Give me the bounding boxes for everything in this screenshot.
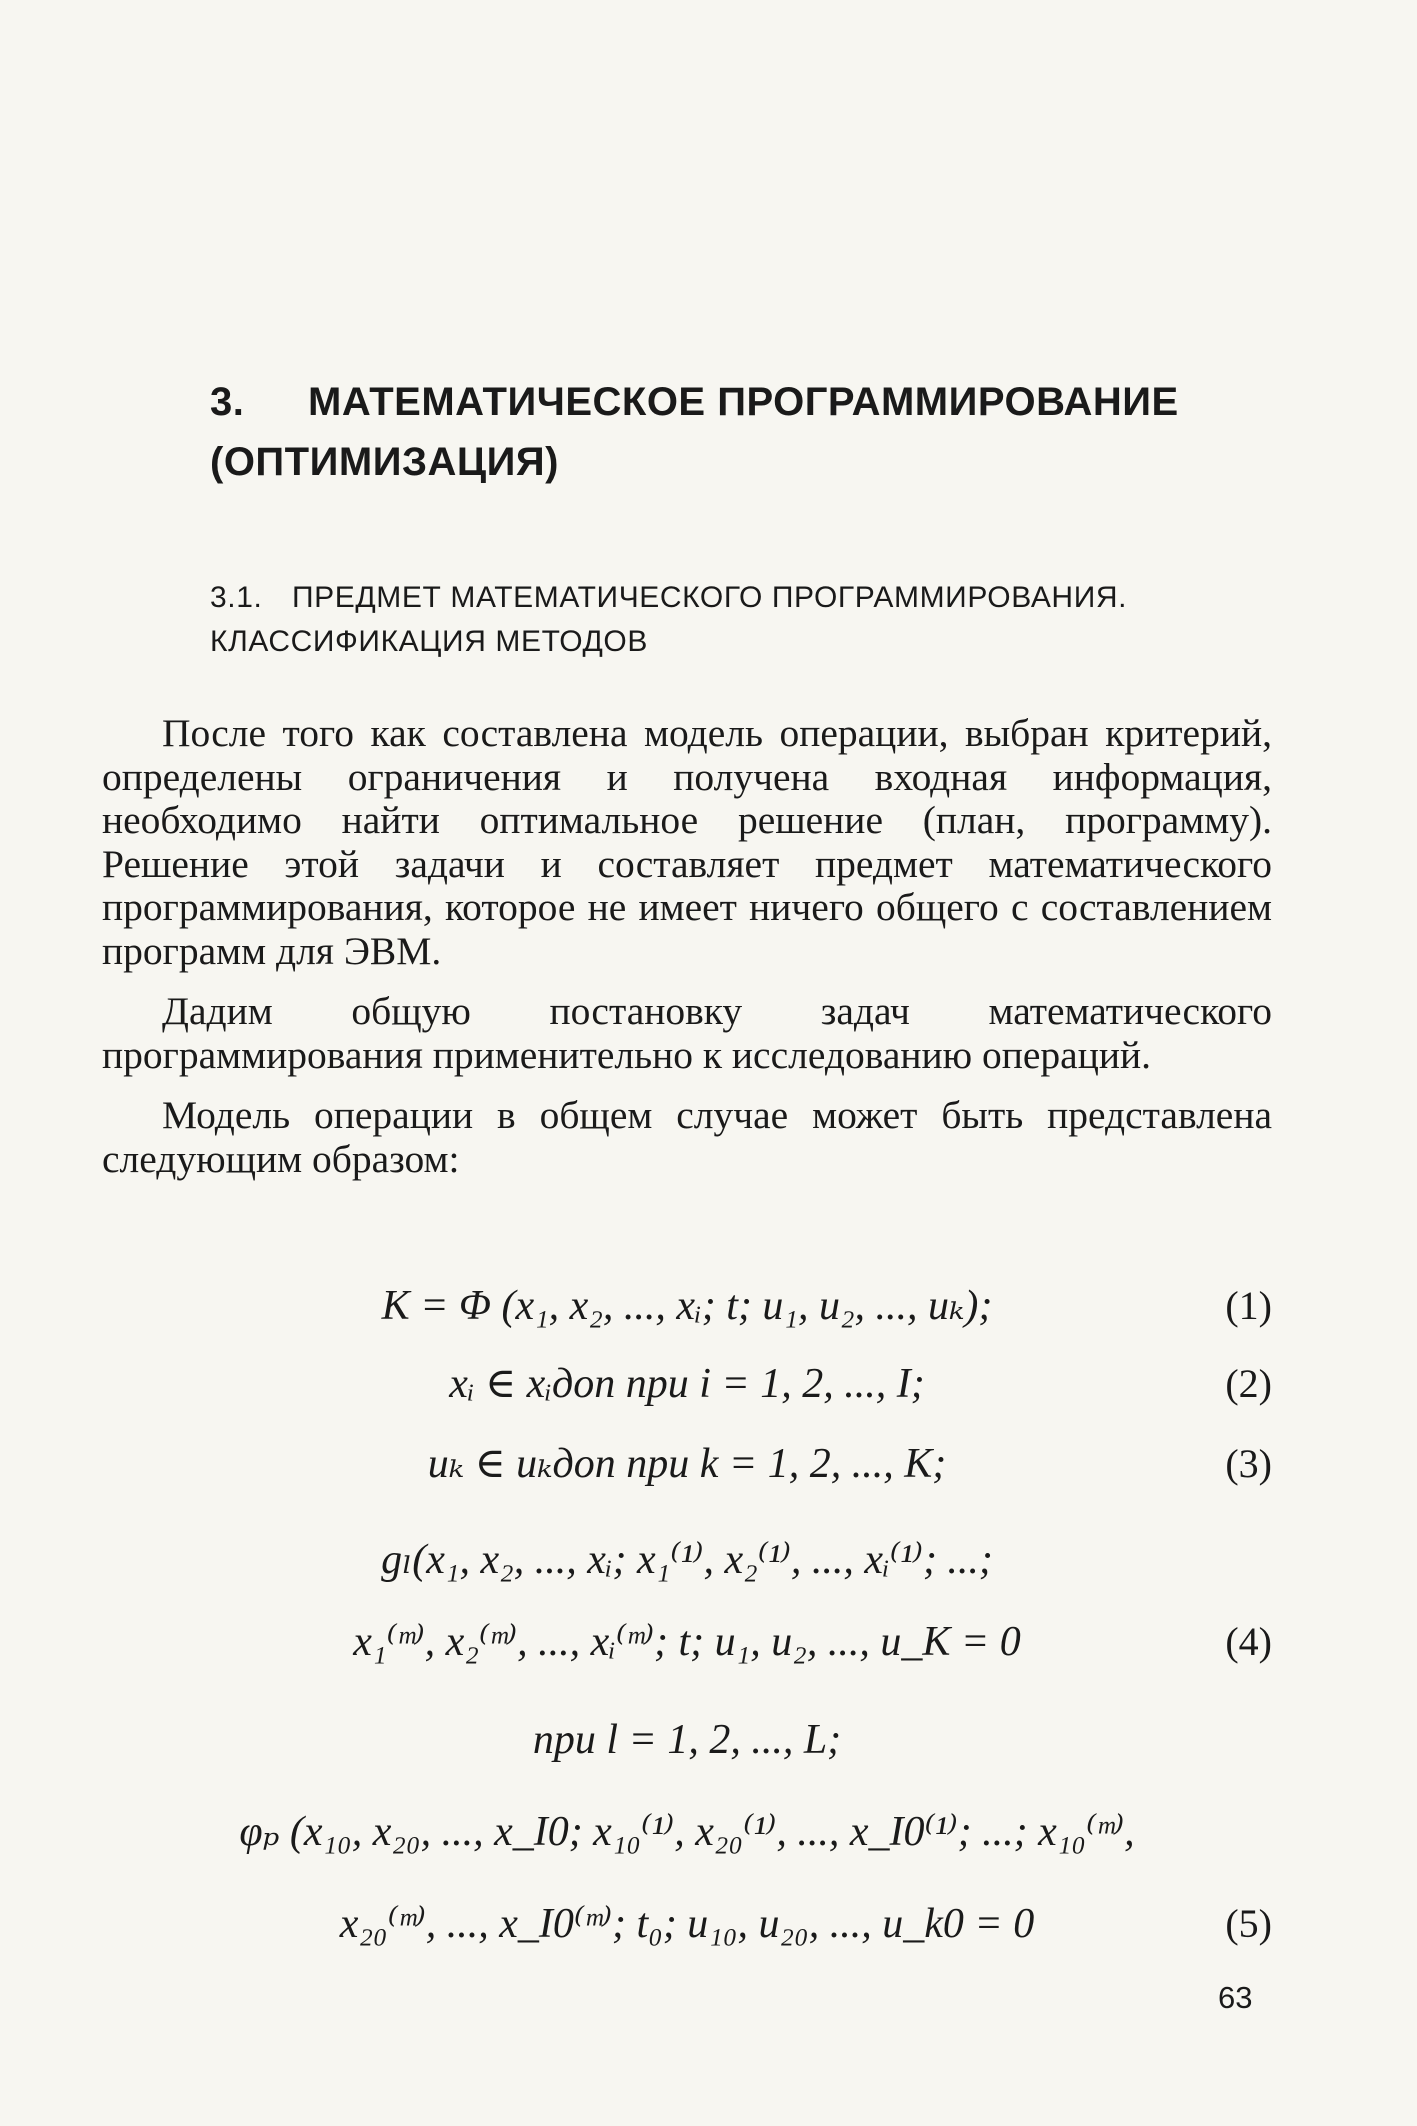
equation-4a bbox=[102, 1532, 1272, 1588]
paragraph: Дадим общую постановку задач математического программирования применительно к исследованию операций. bbox=[102, 989, 1272, 1077]
section-number: 3.1. bbox=[210, 581, 263, 614]
equation-formula: xᵢ ∈ xᵢдоп при i = 1, 2, ..., I; bbox=[449, 1361, 925, 1407]
equation-formula: gₗ(x₁, x₂, ..., xᵢ; x₁⁽¹⁾, x₂⁽¹⁾, ..., xᵢ⁽¹⁾; ...; bbox=[381, 1537, 993, 1583]
equation-5a bbox=[102, 1804, 1272, 1860]
chapter-heading bbox=[210, 372, 1270, 492]
equation-number: (3) bbox=[1225, 1441, 1272, 1486]
equation-formula: φₚ (x₁₀, x₂₀, ..., x_I0; x₁₀⁽¹⁾, x₂₀⁽¹⁾, ..., x_I0⁽¹⁾; ...; x₁₀⁽ᵐ⁾, bbox=[239, 1809, 1135, 1855]
equation-4b bbox=[102, 1614, 1272, 1670]
equation-number: (5) bbox=[1225, 1901, 1272, 1946]
equation-formula: при l = 1, 2, ..., L; bbox=[532, 1717, 842, 1763]
equation-1 bbox=[102, 1278, 1272, 1334]
equation-3 bbox=[102, 1436, 1272, 1492]
page-number: 63 bbox=[1218, 1980, 1253, 2015]
paragraph: Модель операции в общем случае может быть представлена следующим образом: bbox=[102, 1093, 1272, 1181]
section-heading bbox=[210, 576, 1270, 664]
equation-5b bbox=[102, 1896, 1272, 1952]
equation-formula: uₖ ∈ uₖдоп при k = 1, 2, ..., K; bbox=[427, 1441, 947, 1487]
equation-formula: x₂₀⁽ᵐ⁾, ..., x_I0⁽ᵐ⁾; t₀; u₁₀, u₂₀, ..., u_k0 = 0 bbox=[339, 1901, 1035, 1947]
body-text bbox=[102, 712, 1272, 1198]
equation-number: (2) bbox=[1225, 1361, 1272, 1406]
equation-number: (1) bbox=[1225, 1283, 1272, 1328]
equation-2 bbox=[102, 1356, 1272, 1412]
equation-formula: K = Φ (x₁, x₂, ..., xᵢ; t; u₁, u₂, ..., uₖ); bbox=[381, 1283, 993, 1329]
chapter-number: 3. bbox=[210, 380, 245, 424]
equation-4-condition bbox=[102, 1712, 1272, 1768]
paragraph: После того как составлена модель операции, выбран критерий, определены ограничения и получена входная информация, необходимо найти оптимальное решение (план, программу). Решение этой задачи и составляет предмет математического программирования, которое не имеет ничего общего с составлением программ для ЭВМ. bbox=[102, 711, 1272, 973]
section-title: ПРЕДМЕТ МАТЕМАТИЧЕСКОГО ПРОГРАММИРОВАНИЯ. КЛАССИФИКАЦИЯ МЕТОДОВ bbox=[210, 581, 1128, 658]
equation-formula: x₁⁽ᵐ⁾, x₂⁽ᵐ⁾, ..., xᵢ⁽ᵐ⁾; t; u₁, u₂, ..., u_K = 0 bbox=[353, 1619, 1021, 1665]
equation-number: (4) bbox=[1225, 1619, 1272, 1664]
chapter-title: МАТЕМАТИЧЕСКОЕ ПРОГРАММИРОВАНИЕ (ОПТИМИЗАЦИЯ) bbox=[210, 380, 1179, 484]
